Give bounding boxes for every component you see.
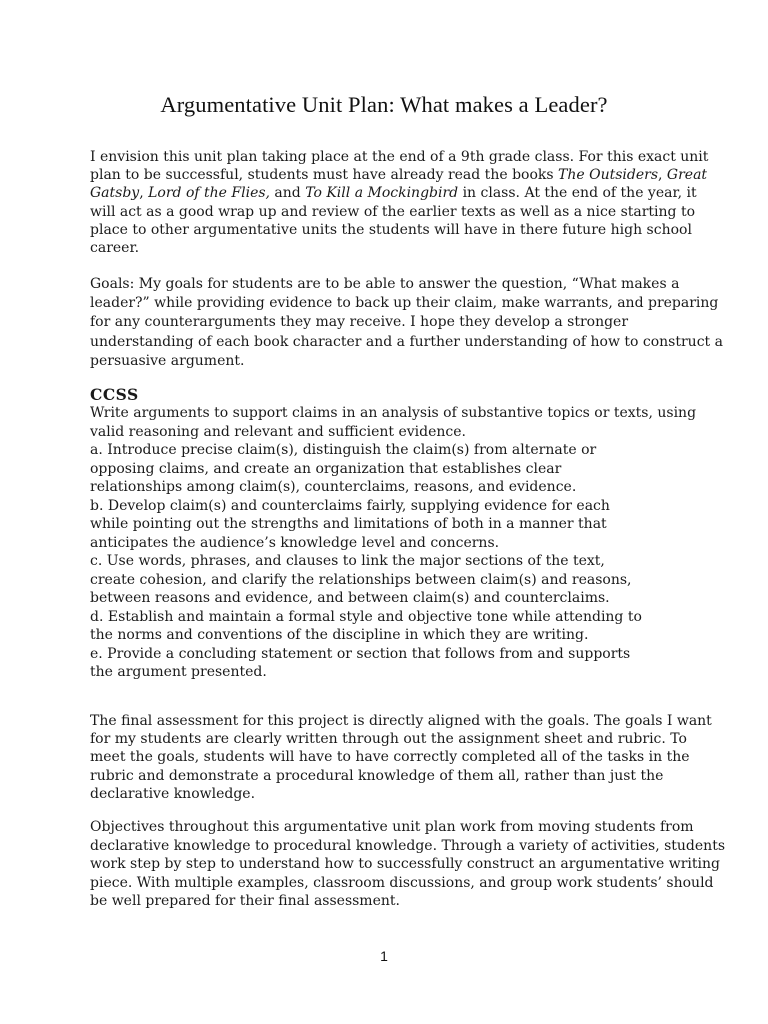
book-title-gatsby-part1: Great <box>666 167 708 184</box>
ccss-line: e. Provide a concluding statement or section that follows from and supports <box>90 645 631 662</box>
ccss-line: Write arguments to support claims in an analysis of substantive topics or texts, using <box>90 405 697 421</box>
page-number: 1 <box>380 948 388 964</box>
ccss-line: relationships among claim(s), counterclaims, reasons, and evidence. <box>90 479 577 495</box>
objectives-line: piece. With multiple examples, classroom discussions, and group work students’ should <box>90 874 714 891</box>
ccss-line: while pointing out the strengths and limitations of both in a manner that <box>90 516 607 532</box>
intro-line-2: plan to be successful, students must have already read the books The Outsiders, Great <box>90 167 708 184</box>
ccss-line: create cohesion, and clarify the relationships between claim(s) and reasons, <box>90 571 632 588</box>
ccss-line: valid reasoning and relevant and sufficient evidence. <box>90 423 466 440</box>
intro-line-6: career. <box>90 240 140 257</box>
intro-line-3: Gatsby, Lord of the Flies, and To Kill a Mockingbird in class. At the end of the year, it <box>90 185 697 202</box>
assessment-line: The final assessment for this project is directly aligned with the goals. The goals I want <box>90 713 712 729</box>
assessment-line: meet the goals, students will have to have correctly completed all of the tasks in the <box>90 749 690 766</box>
book-title-gatsby-part2: Gatsby <box>90 185 140 202</box>
intro-paragraph <box>90 148 709 257</box>
book-title-lord-of-the-flies: Lord of the Flies, <box>148 185 270 202</box>
ccss-line: d. Establish and maintain a formal style and objective tone while attending to <box>90 608 642 625</box>
ccss-line: between reasons and evidence, and between claim(s) and counterclaims. <box>90 590 610 606</box>
goals-line-2: leader?” while providing evidence to back up their claim, make warrants, and preparing <box>90 295 719 312</box>
intro-line-5: place to other argumentative units the students will have in there future high school <box>90 221 692 238</box>
ccss-line: the norms and conventions of the discipline in which they are writing. <box>90 627 589 643</box>
ccss-line: c. Use words, phrases, and clauses to link the major sections of the text, <box>90 553 605 569</box>
assessment-line: rubric and demonstrate a procedural knowledge of them all, rather than just the <box>90 767 664 784</box>
intro-line-1: I envision this unit plan taking place at the end of a 9th grade class. For this exact unit <box>90 149 709 165</box>
ccss-line: b. Develop claim(s) and counterclaims fairly, supplying evidence for each <box>90 497 610 514</box>
goals-line-1: Goals: My goals for students are to be able to answer the question, “What makes a <box>90 276 680 292</box>
assessment-line: for my students are clearly written through out the assignment sheet and rubric. To <box>90 731 687 748</box>
ccss-line: the argument presented. <box>90 664 267 680</box>
ccss-line: a. Introduce precise claim(s), distinguish the claim(s) from alternate or <box>90 442 597 458</box>
goals-paragraph <box>90 275 723 371</box>
assessment-line: declarative knowledge. <box>90 785 256 802</box>
goals-line-5: persuasive argument. <box>90 352 245 369</box>
objectives-line: Objectives throughout this argumentative unit plan work from moving students from <box>90 819 694 835</box>
ccss-standards <box>90 404 697 682</box>
book-title-mockingbird: To Kill a Mockingbird <box>305 185 459 202</box>
objectives-line: be well prepared for their final assessment. <box>90 893 400 910</box>
ccss-heading: CCSS <box>90 385 139 404</box>
ccss-line: anticipates the audience’s knowledge level and concerns. <box>90 534 500 551</box>
assessment-paragraph <box>90 712 712 803</box>
objectives-paragraph <box>90 818 726 911</box>
book-title-outsiders: The Outsiders <box>558 167 659 184</box>
goals-line-3: for any counterarguments they may receive. I hope they develop a stronger <box>90 314 629 331</box>
goals-line-4: understanding of each book character and a further understanding of how to construct a <box>90 333 723 350</box>
ccss-line: opposing claims, and create an organization that establishes clear <box>90 460 562 477</box>
intro-line-4: will act as a good wrap up and review of the earlier texts as well as a nice starting to <box>90 203 696 220</box>
page-title: Argumentative Unit Plan: What makes a Leader? <box>160 92 608 117</box>
objectives-line: work step by step to understand how to successfully construct an argumentative writing <box>90 856 720 873</box>
objectives-line: declarative knowledge to procedural knowledge. Through a variety of activities, students <box>90 837 726 854</box>
